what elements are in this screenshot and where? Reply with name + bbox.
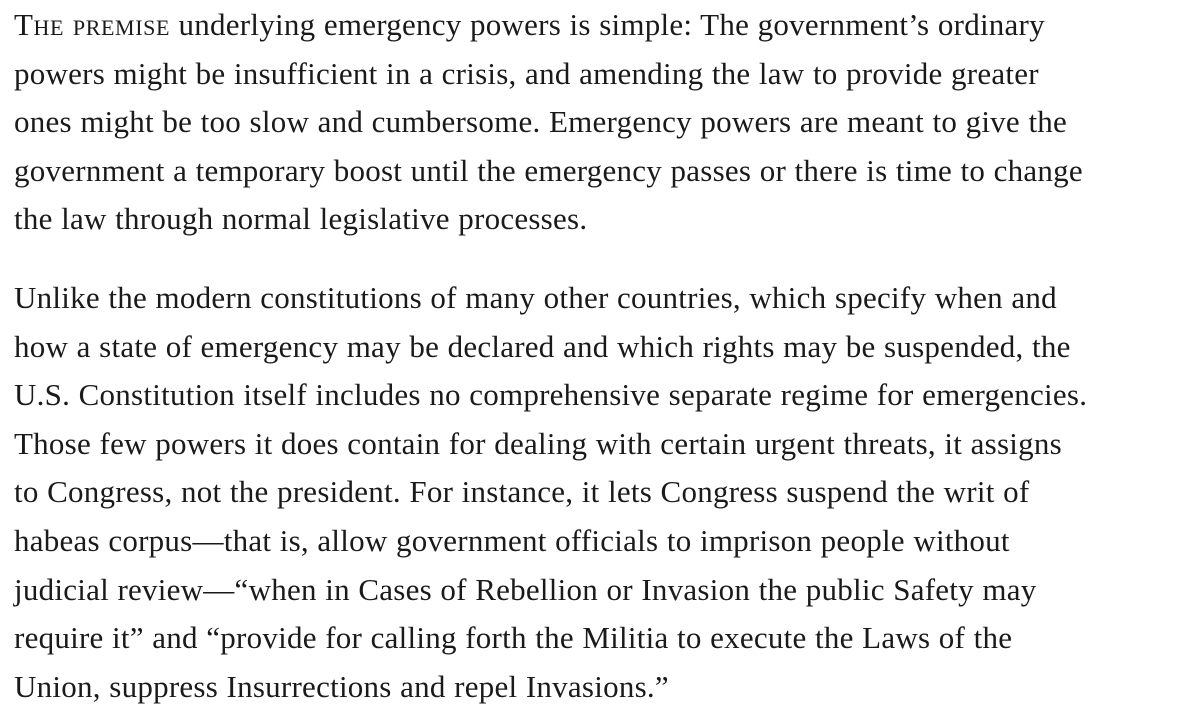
paragraph-2-line-9: Union, suppress Insurrections and repel Invasions.” — [14, 668, 669, 704]
paragraph-1 — [14, 0, 1192, 244]
paragraph-2-line-6: habeas corpus—that is, allow government officials to imprison people without — [14, 522, 1010, 558]
paragraph-2-line-4: Those few powers it does contain for dealing with certain urgent threats, it assigns — [14, 425, 1062, 461]
paragraph-2-line-5: to Congress, not the president. For instance, it lets Congress suspend the writ of — [14, 474, 1030, 510]
paragraph-1-line-3: ones might be too slow and cumbersome. Emergency powers are meant to give the — [14, 104, 1068, 140]
paragraph-2-line-2: how a state of emergency may be declared and which rights may be suspended, the — [14, 328, 1071, 364]
paragraph-1-line-4: government a temporary boost until the emergency passes or there is time to change — [14, 152, 1083, 188]
paragraph-2-line-1: Unlike the modern constitutions of many other countries, which specify when and — [14, 279, 1057, 315]
paragraph-2-line-7: judicial review—“when in Cases of Rebellion or Invasion the public Safety may — [14, 571, 1037, 607]
paragraph-1-line-2: powers might be insufficient in a crisis, and amending the law to provide greater — [14, 55, 1039, 91]
paragraph-1-line-1-text: underlying emergency powers is simple: The government’s ordinary — [170, 7, 1045, 42]
paragraph-1-line-5: the law through normal legislative processes. — [14, 201, 588, 237]
paragraph-2-line-8: require it” and “provide for calling forth the Militia to execute the Laws of the — [14, 620, 1013, 656]
paragraph-2-line-3: U.S. Constitution itself includes no comprehensive separate regime for emergencies. — [14, 377, 1088, 413]
lead-in-small-caps: The premise — [14, 7, 171, 42]
paragraph-1-line-1 — [14, 1, 1192, 50]
paragraph-2 — [14, 274, 1192, 711]
